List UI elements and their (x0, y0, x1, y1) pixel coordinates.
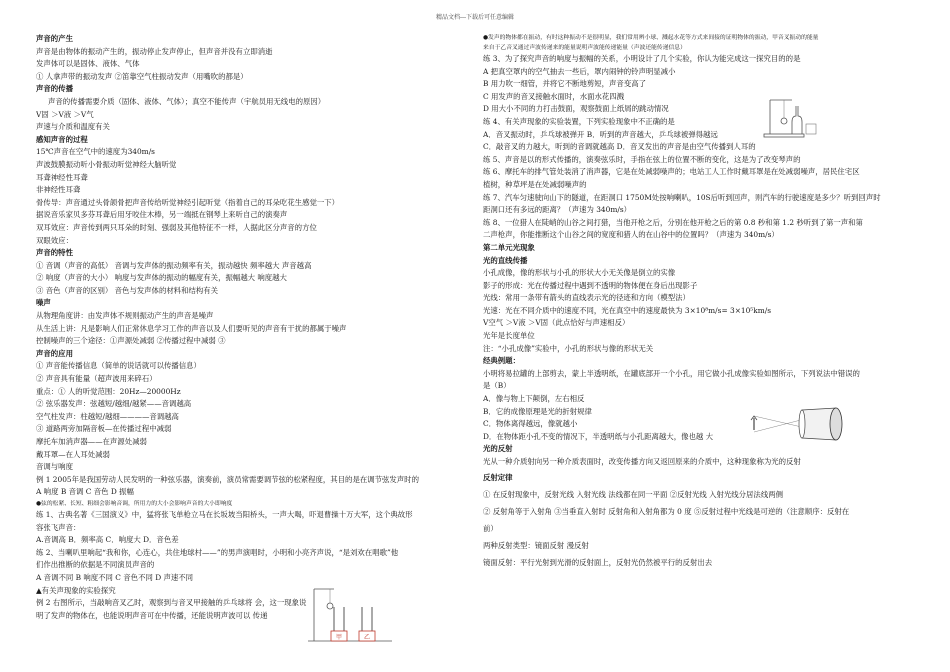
text-line: 双耳效应：声音传到两只耳朵的时刻、强弱及其他特征不一样，人据此区分声音的方位 (36, 222, 317, 232)
text-line: ② 声音具有能量（超声波用来碎石） (36, 374, 157, 384)
text-line: 声速与介质和温度有关 (36, 122, 110, 132)
section-heading: 第二单元光现象 (483, 242, 535, 252)
text-line: 音调与响度 (36, 462, 73, 472)
section-heading: 声音的应用 (36, 348, 73, 358)
text-line: ① 音调（声音的高低） 音调与发声体的振动频率有关，振动越快 频率越大 声音越高 (36, 260, 312, 270)
text-line: ② 弦乐器发声：弦越短/越细/越紧——音调越高 (36, 399, 192, 409)
text-line: 容张飞声音： (36, 522, 81, 532)
section-heading: 感知声音的过程 (36, 134, 88, 144)
text-line: 发声体可以是固体、液体、气体 (36, 59, 140, 69)
text-line: A.音调高 B．频率高 C．响度大 D．音色差 (36, 535, 179, 545)
text-line: ③ 音色（声音的区别） 音色与发声体的材料和结构有关 (36, 285, 219, 295)
text-line: 距洞口还有多远的距离？（声速为 340m/s） (483, 205, 631, 215)
section-heading: 光的反射 (483, 444, 513, 454)
page-header: 精品文档---下载后可任意编辑 (435, 14, 515, 21)
text-line: 耳聋神经性耳聋 (36, 172, 88, 182)
text-line: 15℃声音在空气中的速度为340m/s (36, 147, 155, 157)
text-line: 练 8、一位猎人在陡峭的山谷之间打猎，当他开枪之后，分别在他开枪之后的第 0.8 秒和第 1.2 秒听到了第一声和第 (483, 217, 863, 227)
text-line: 明了发声的物体在，也能说明声音可在中传播，还能说明声波可以 传递 (36, 610, 268, 620)
text-line: 声波鼓膜振动听小骨振动听觉神经大脑听觉 (36, 159, 177, 169)
section-heading: 噪声 (36, 298, 51, 308)
text-line: 光年是长度单位 (483, 331, 535, 341)
text-line: ② 响度（声音的大小） 响度与发声体的振动的幅度有关，振幅越大 响度越大 (36, 273, 287, 283)
text-line: 镜面反射：平行光射到光滑的反射面上，反射光仍然被平行的反射出去 (483, 557, 713, 567)
text-line: V固 ＞V液 ＞V气 (36, 109, 94, 119)
text-line: C 用发声的音叉接触水面时，水面水花四溅 (483, 91, 625, 101)
text-line: 例 1 2005年是我国劳动人民发明的一种弦乐器，演奏前，演员常需要调节弦的松紧程度，其目的是在调节弦发声时的 (36, 474, 419, 484)
text-line: 非神经性耳聋 (36, 185, 81, 195)
text-line: 控制噪声的三个途径：①声源处减弱 ②传播过程中减弱 ③ (36, 336, 226, 346)
text-line: 来自于乙音叉通过声波传递来的能量说明声波能传递能量（声波还能传递信息） (483, 45, 686, 51)
pinhole-camera-figure (744, 404, 854, 444)
text-line: 练 6、摩托车的排气管处装消了消声器，它是在处减弱噪声的；电站工人工作时戴耳罩是在处减弱噪声，居民住宅区 (483, 167, 860, 177)
text-line: ① 在反射现象中，反射光线 入射光线 法线都在同一平面 ②反射光线 入射光线分居法线两侧 (483, 489, 783, 499)
text-line: A．音叉振动时，乒乓球被弹开 B．听到的声音越大，乒乓球被弹得越远 (483, 129, 718, 139)
text-line: ●发声的物体都在振动，有时这种振动不是很明显，我们常用辨小球、溅起水花等方式来间接的证明物体的振动，甲音叉振动的能量 (483, 35, 819, 41)
text-line: 小明将易拉罐的上部剪去，蒙上半透明纸，在罐底部开一个小孔，用它做小孔成像实验如图所示，下列说法中错误的 (483, 368, 860, 378)
tuning-forks-figure (300, 585, 400, 643)
text-line: 声音是由物体的振动产生的，振动停止发声停止，但声音并没有立即消逝 (36, 46, 273, 56)
text-line: A 响度 B 音调 C 音色 D 振幅 (36, 487, 134, 497)
tuning-fork-figure (762, 94, 818, 138)
text-line: C．敲音叉的力越大，听到的音调就越高 D．音叉发出的声音是由空气传播到人耳的 (483, 142, 756, 152)
text-line: 练 3、为了探究声音的响度与振幅的关系，小明设计了几个实验，你认为能完成这一探究目的的是 (483, 54, 801, 63)
left-column (36, 33, 460, 622)
text-line: ① 人拿声带的振动发声 ②笛靠空气柱振动发声（用嘴吹的都是） (36, 71, 248, 81)
text-line: 光从一种介质射向另一种介质表面时，改变传播方向又返回原来的介质中，这种现象称为光的反射 (483, 457, 801, 466)
text-line: 从物理角度讲：由发声体不规则振动产生的声音是噪声 (36, 311, 214, 321)
text-line: 练 2、当喇叭里响起“我和你，心连心，共住地球村——”的男声演唱时，小明和小亮齐声说，“是刘欢在唱歌”他 (36, 547, 399, 557)
text-line: 例 2 右图所示，当敲响音叉乙时，观察到与音叉甲接触的乒乓球将 会，这一现象说 (36, 598, 307, 608)
text-line: A．像与物上下颠倒，左右相反 (483, 394, 585, 404)
text-line: ① 声音能传播信息（简单的说话就可以传播信息） (36, 361, 201, 371)
text-line: 据说音乐家贝多芬耳聋后用牙咬住木棒，另一端抵在钢琴上来听自己的演奏声 (36, 210, 288, 220)
text-line: 练 1、古典名著《三国演义》中，猛将张飞单枪立马在长坂坡当阳桥头，一声大喝，吓退曹操十万大军，这个典故形 (36, 509, 413, 519)
text-line: D 用大小不同的力打击鼓面，观察鼓面上纸屑的跳动情况 (483, 104, 669, 114)
text-line: D．在物体距小孔不变的情况下，半透明纸与小孔距离越大，像也越 大 (483, 431, 713, 441)
svg-text:甲: 甲 (335, 634, 343, 641)
text-line: 重点：① 人的听觉范围：20Hz—20000Hz (36, 386, 181, 396)
text-line: 练 7、汽车匀速驶向山下的隧道，在距洞口 1750M处按响喇叭，10S后听到回声，则汽车的行驶速度是多少？听到回声时 (483, 192, 881, 202)
text-line: 影子的形成：光在传播过程中遇到不透明的物体便在身后出现影子 (483, 280, 698, 290)
section-heading: 声音的传播 (36, 84, 73, 94)
text-line: ③ 道路两旁加隔音板—在传播过程中减弱 (36, 424, 172, 434)
text-line: 摩托车加消声器——在声源处减弱 (36, 437, 147, 446)
text-line: 是（B） (483, 381, 511, 391)
text-line: ▲有关声现象的实验探究 (36, 585, 116, 595)
text-line: ●弦的松紧、长短、粗细会影响音调，所用力的大小会影响声音的大小即响度 (36, 500, 233, 507)
text-line: 植树，种草坪是在处减弱噪声的 (483, 179, 587, 189)
section-heading: 声音的产生 (36, 34, 73, 43)
text-line: 两种反射类型：镜面反射 漫反射 (483, 540, 589, 550)
text-line: B．它的成像原理是光的折射规律 (483, 406, 592, 416)
text-line: B 用力吹一细管，并将它不断地剪短，声音变高了 (483, 79, 646, 89)
text-line: C．物体离得越远，像就越小 (483, 419, 578, 429)
text-line: 练 4、有关声现象的实验装置，下列实验现象中不正确的是 (483, 116, 675, 126)
svg-text:乙: 乙 (363, 634, 371, 641)
text-line: 声音的传播需要介质（固体、液体、气体）；真空不能传声（宇航员用无线电的原因） (48, 96, 326, 106)
text-line: A 把真空罩内的空气抽去一些后，罩内闹钟的铃声明显减小 (483, 66, 676, 76)
text-line: 练 5、声音是以的形式传播的，演奏弦乐时，手指在弦上的位置不断的变化，这是为了改变琴声的 (483, 154, 801, 164)
text-line: 们作出推断的依据是不同演员声音的 (36, 560, 155, 570)
text-line: 空气柱发声：柱越短/越细————音调越高 (36, 411, 179, 421)
text-line: 骨传导：声音通过头骨颌骨把声音传给听觉神经引起听觉（指着自己的耳朵吃花生感觉一下） (36, 197, 340, 207)
text-line: 注：“小孔成像”实验中，小孔的形状与像的形状无关 (483, 343, 654, 353)
section-heading: 声音的特性 (36, 248, 73, 258)
section-heading: 光的直线传播 (483, 255, 528, 265)
text-line: 双眼效应： (36, 235, 73, 245)
text-line: 前） (483, 523, 498, 533)
right-column (483, 33, 923, 571)
text-line: V空气 ＞V液 ＞V固（此点恰好与声速相反） (483, 318, 630, 328)
text-line: 光线：常用一条带有箭头的直线表示光的径迹和方向（模型法） (483, 293, 690, 303)
section-heading: 反射定律 (483, 472, 513, 482)
text-line: 小孔成像，像的形状与小孔的形状大小无关像是倒立的实像 (483, 268, 676, 278)
text-line: ② 反射角等于入射角 ③当垂直入射时 反射角和入射角都为 0 度 ⑤反射过程中光线是可逆的（注意顺序：反射在 (483, 506, 850, 516)
section-heading: 经典例题： (483, 356, 520, 366)
text-line: 二声枪声，你能推断这个山谷之间的宽度和猎人的在山谷中的位置吗？（声速为 340m/s） (483, 230, 779, 240)
text-line: 戴耳罩—在人耳处减弱 (36, 449, 110, 459)
text-line: 光速：光在不同介质中的速度不同，光在真空中的速度最快为 3×10⁸m/s= 3×10⁵km/s (483, 305, 772, 315)
text-line: 从生活上讲：凡是影响人们正常休息学习工作的声音以及人们要听见的声音有干扰的都属于噪声 (36, 323, 347, 333)
text-line: A 音调不同 B 响度不同 C 音色不同 D 声速不同 (36, 572, 194, 582)
